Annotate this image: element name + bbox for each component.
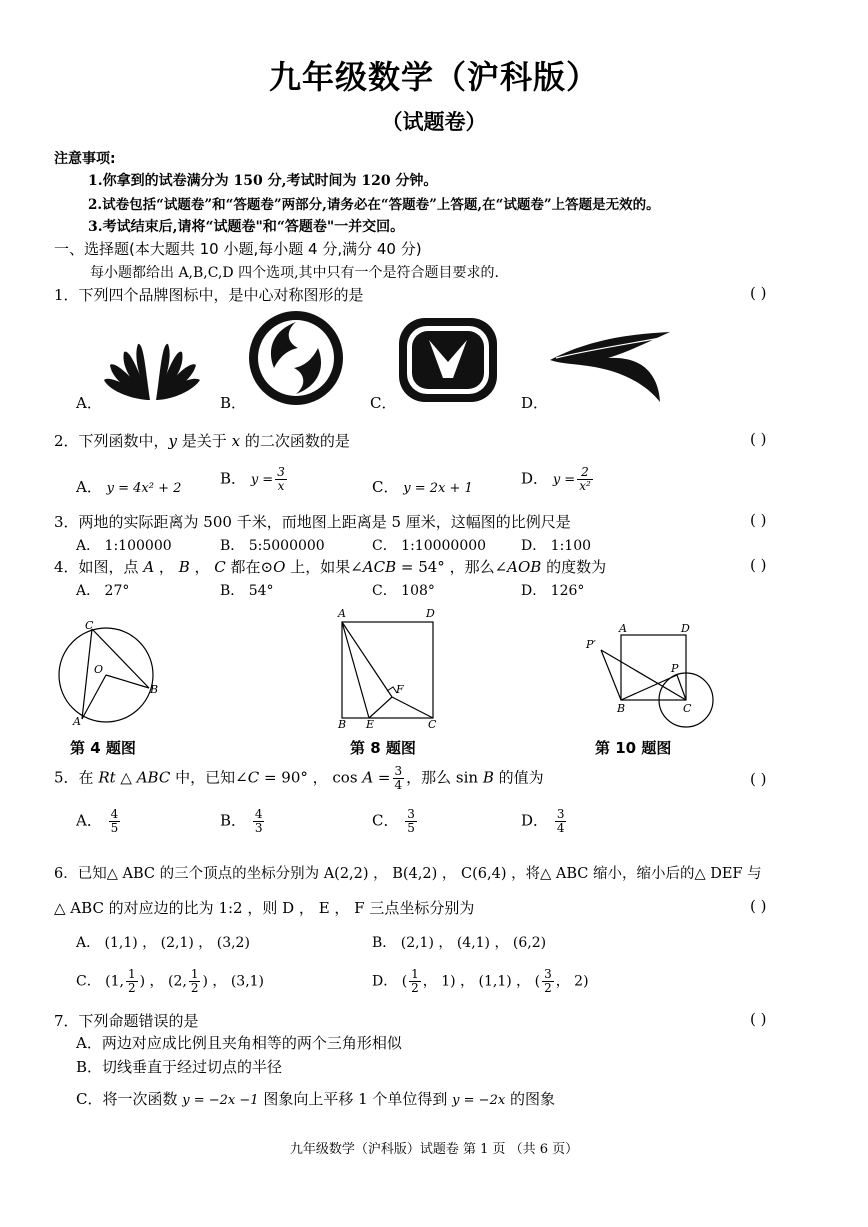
- section-instruction: 每小题都给出 A,B,C,D 四个选项,其中只有一个是符合题目要求的.: [90, 265, 499, 281]
- figure-10-square-circle-diagram: [583, 620, 723, 730]
- q3-option-d: D． 1:100: [521, 538, 592, 554]
- fig10-label-a: A: [619, 622, 627, 635]
- q6-option-b: B． (2,1) ， (4,1) ， (6,2): [372, 935, 547, 951]
- fig8-label-a: A: [338, 607, 346, 620]
- fig8-label-d: D: [426, 607, 435, 620]
- fig4-label-o: O: [94, 663, 104, 676]
- answer-paren-3: ( ): [750, 511, 767, 529]
- q2-option-d: D． y = $\frac{2}{\text{x²}}$: [521, 465, 591, 493]
- notice-heading: 注意事项:: [54, 151, 116, 167]
- dongfeng-logo-icon: [246, 308, 346, 408]
- fig10-label-c: C: [683, 702, 692, 715]
- question-3-stem: 3．两地的实际距离为 500 千米，而地图上距离是 5 厘米，这幅图的比例尺是: [54, 513, 571, 531]
- q4-option-b: B． 54°: [220, 583, 274, 599]
- answer-paren-4: ( ): [750, 556, 767, 574]
- q7-option-a: A．两边对应成比例且夹角相等的两个三角形相似: [76, 1034, 402, 1052]
- q2-option-c: C． y = 2x + 1: [372, 478, 473, 496]
- swoosh-logo-icon: [548, 330, 673, 405]
- q1-label-c: C．: [370, 394, 397, 412]
- q2-option-a: A． y = 4x² + 2: [76, 478, 182, 496]
- q4-option-c: C． 108°: [372, 583, 435, 599]
- q6-option-c: C． (1, $\frac{1}{2}$ ) ， (2, $\frac{1}{2}$ ) ， (3,1): [76, 967, 265, 995]
- q5-option-b: B． $\frac{4}{3}$: [220, 807, 263, 835]
- page-subtitle: （试题卷）: [381, 110, 487, 134]
- changan-logo-icon: [397, 316, 499, 404]
- fig4-label-c: C: [85, 619, 94, 632]
- q6-option-a: A． (1,1) ， (2,1) ， (3,2): [76, 935, 250, 951]
- q3-option-a: A． 1:100000: [76, 538, 172, 554]
- q7-option-c: C．将一次函数 y = −2x −1 图象向上平移 1 个单位得到 y = −2x 的图象: [76, 1090, 555, 1108]
- huawei-logo-icon: [100, 330, 210, 405]
- q4-option-d: D． 126°: [521, 583, 585, 599]
- question-6-line-1: 6．已知△ ABC 的三个顶点的坐标分别为 A(2,2) ， B(4,2) ， C(6,4) ，将△ ABC 缩小，缩小后的△ DEF 与: [54, 866, 762, 882]
- answer-paren-1: ( ): [750, 284, 767, 302]
- q1-label-d: D．: [521, 394, 549, 412]
- fig4-label-b: B: [150, 683, 159, 696]
- notice-item-3: 3.考试结束后,请将“试题卷"和“答题卷"一并交回。: [88, 219, 405, 235]
- q4-option-a: A． 27°: [76, 583, 130, 599]
- figure-4-circle-diagram: [50, 615, 165, 730]
- answer-paren-2: ( ): [750, 430, 767, 448]
- section-heading: 一、选择题(本大题共 10 小题,每小题 4 分,满分 40 分): [54, 240, 422, 258]
- fig8-label-f: F: [396, 683, 404, 696]
- fig10-label-b: B: [617, 702, 626, 715]
- q3-option-b: B． 5:5000000: [220, 538, 325, 554]
- notice-item-1: 1.你拿到的试卷满分为 150 分,考试时间为 120 分钟。: [88, 173, 438, 189]
- figure-8-square-diagram: [334, 605, 444, 730]
- q2-option-b: B． y = $\frac{3}{x}$: [220, 465, 285, 493]
- q5-option-a: A． $\frac{4}{5}$: [76, 807, 119, 835]
- fig4-label-a: A: [73, 715, 81, 728]
- notice-item-2: 2.试卷包括“试题卷”和“答题卷”两部分,请务必在“答题卷”上答题,在“试题卷”上答题是无效的。: [88, 197, 660, 213]
- fig8-label-c: C: [428, 718, 437, 730]
- fig8-label-b: B: [338, 718, 347, 730]
- q3-option-c: C． 1:10000000: [372, 538, 487, 554]
- question-2-stem: 2．下列函数中，y 是关于 x 的二次函数的是: [54, 432, 350, 450]
- fig10-label-p-prime: P′: [586, 638, 596, 651]
- page-title: 九年级数学（沪科版）: [268, 58, 599, 96]
- q5-option-d: D． $\frac{3}{4}$: [521, 807, 565, 835]
- fig10-label-d: D: [681, 622, 690, 635]
- answer-paren-5: ( ): [750, 770, 767, 788]
- figure-8-caption: 第 8 题图: [350, 739, 416, 757]
- answer-paren-7: ( ): [750, 1010, 767, 1028]
- q7-option-b: B．切线垂直于经过切点的半径: [76, 1058, 283, 1076]
- fig10-label-p: P: [671, 662, 679, 675]
- question-5-stem: 5．在 Rt △ ABC 中，已知∠C = 90° ， cos A = $\frac{3}{4}$ ，那么 sin B 的值为: [54, 764, 544, 792]
- answer-paren-6: ( ): [750, 897, 767, 915]
- page-footer: 九年级数学（沪科版）试题卷 第 1 页 （共 6 页）: [289, 1142, 579, 1157]
- question-4-stem: 4．如图，点 A ， B ， C 都在⊙O 上，如果∠ACB = 54° ，那么∠AOB 的度数为: [54, 558, 607, 576]
- q5-option-c: C． $\frac{3}{5}$: [372, 807, 415, 835]
- figure-10-caption: 第 10 题图: [595, 739, 672, 757]
- question-7-stem: 7．下列命题错误的是: [54, 1012, 199, 1030]
- question-6-line-2: △ ABC 的对应边的比为 1:2 ，则 D ， E ， F 三点坐标分别为: [54, 899, 475, 917]
- q1-label-b: B．: [220, 394, 247, 412]
- q1-label-a: A．: [76, 394, 102, 412]
- question-1-stem: 1．下列四个品牌图标中，是中心对称图形的是: [54, 286, 364, 304]
- figure-4-caption: 第 4 题图: [70, 739, 136, 757]
- fig8-label-e: E: [366, 718, 375, 730]
- q6-option-d: D． ( $\frac{1}{2}$ ， 1) ， (1,1) ， ( $\frac{3}{2}$ ， 2): [372, 967, 589, 995]
